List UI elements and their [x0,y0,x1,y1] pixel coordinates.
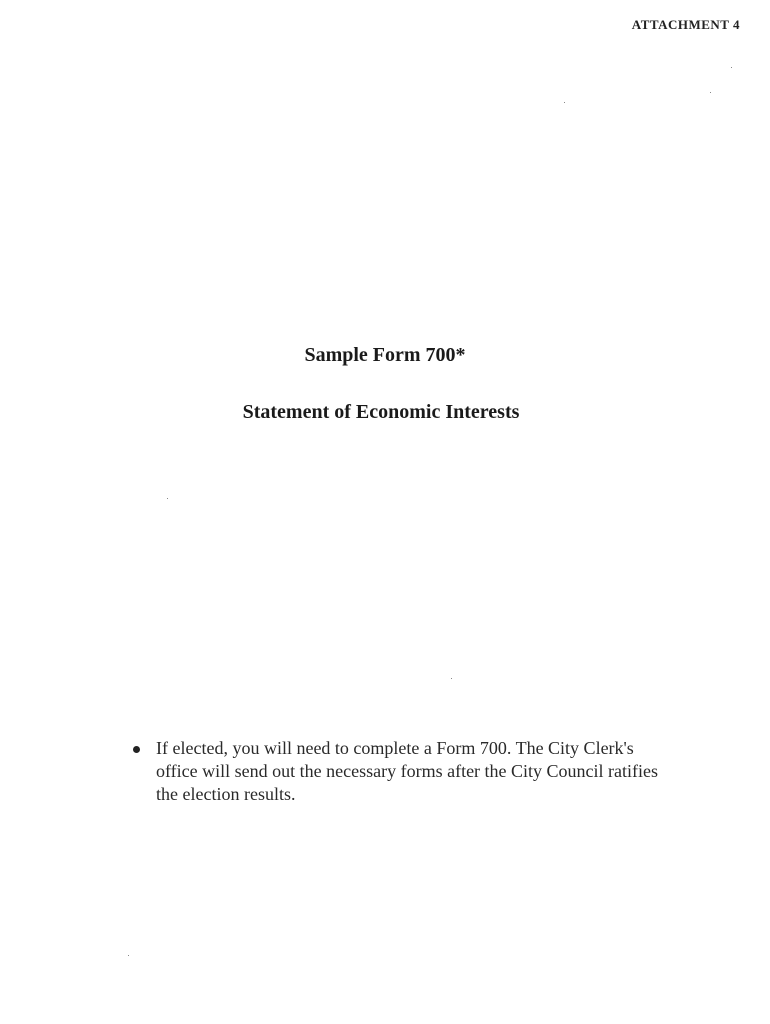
scan-speck [128,955,129,956]
scan-speck [710,92,711,93]
document-subtitle: Statement of Economic Interests [242,401,520,423]
scan-speck [564,102,565,103]
scan-speck [731,67,732,68]
bullet-text: If elected, you will need to complete a Form 700. The City Clerk's office will send out the necessary forms after the City Council ratifies the election results. [156,738,659,804]
bullet-item [133,737,673,806]
attachment-label: ATTACHMENT 4 [631,17,740,32]
scan-speck [451,678,452,679]
bullet-icon [133,746,140,753]
document-title: Sample Form 700* [304,344,466,366]
scan-speck [167,498,168,499]
